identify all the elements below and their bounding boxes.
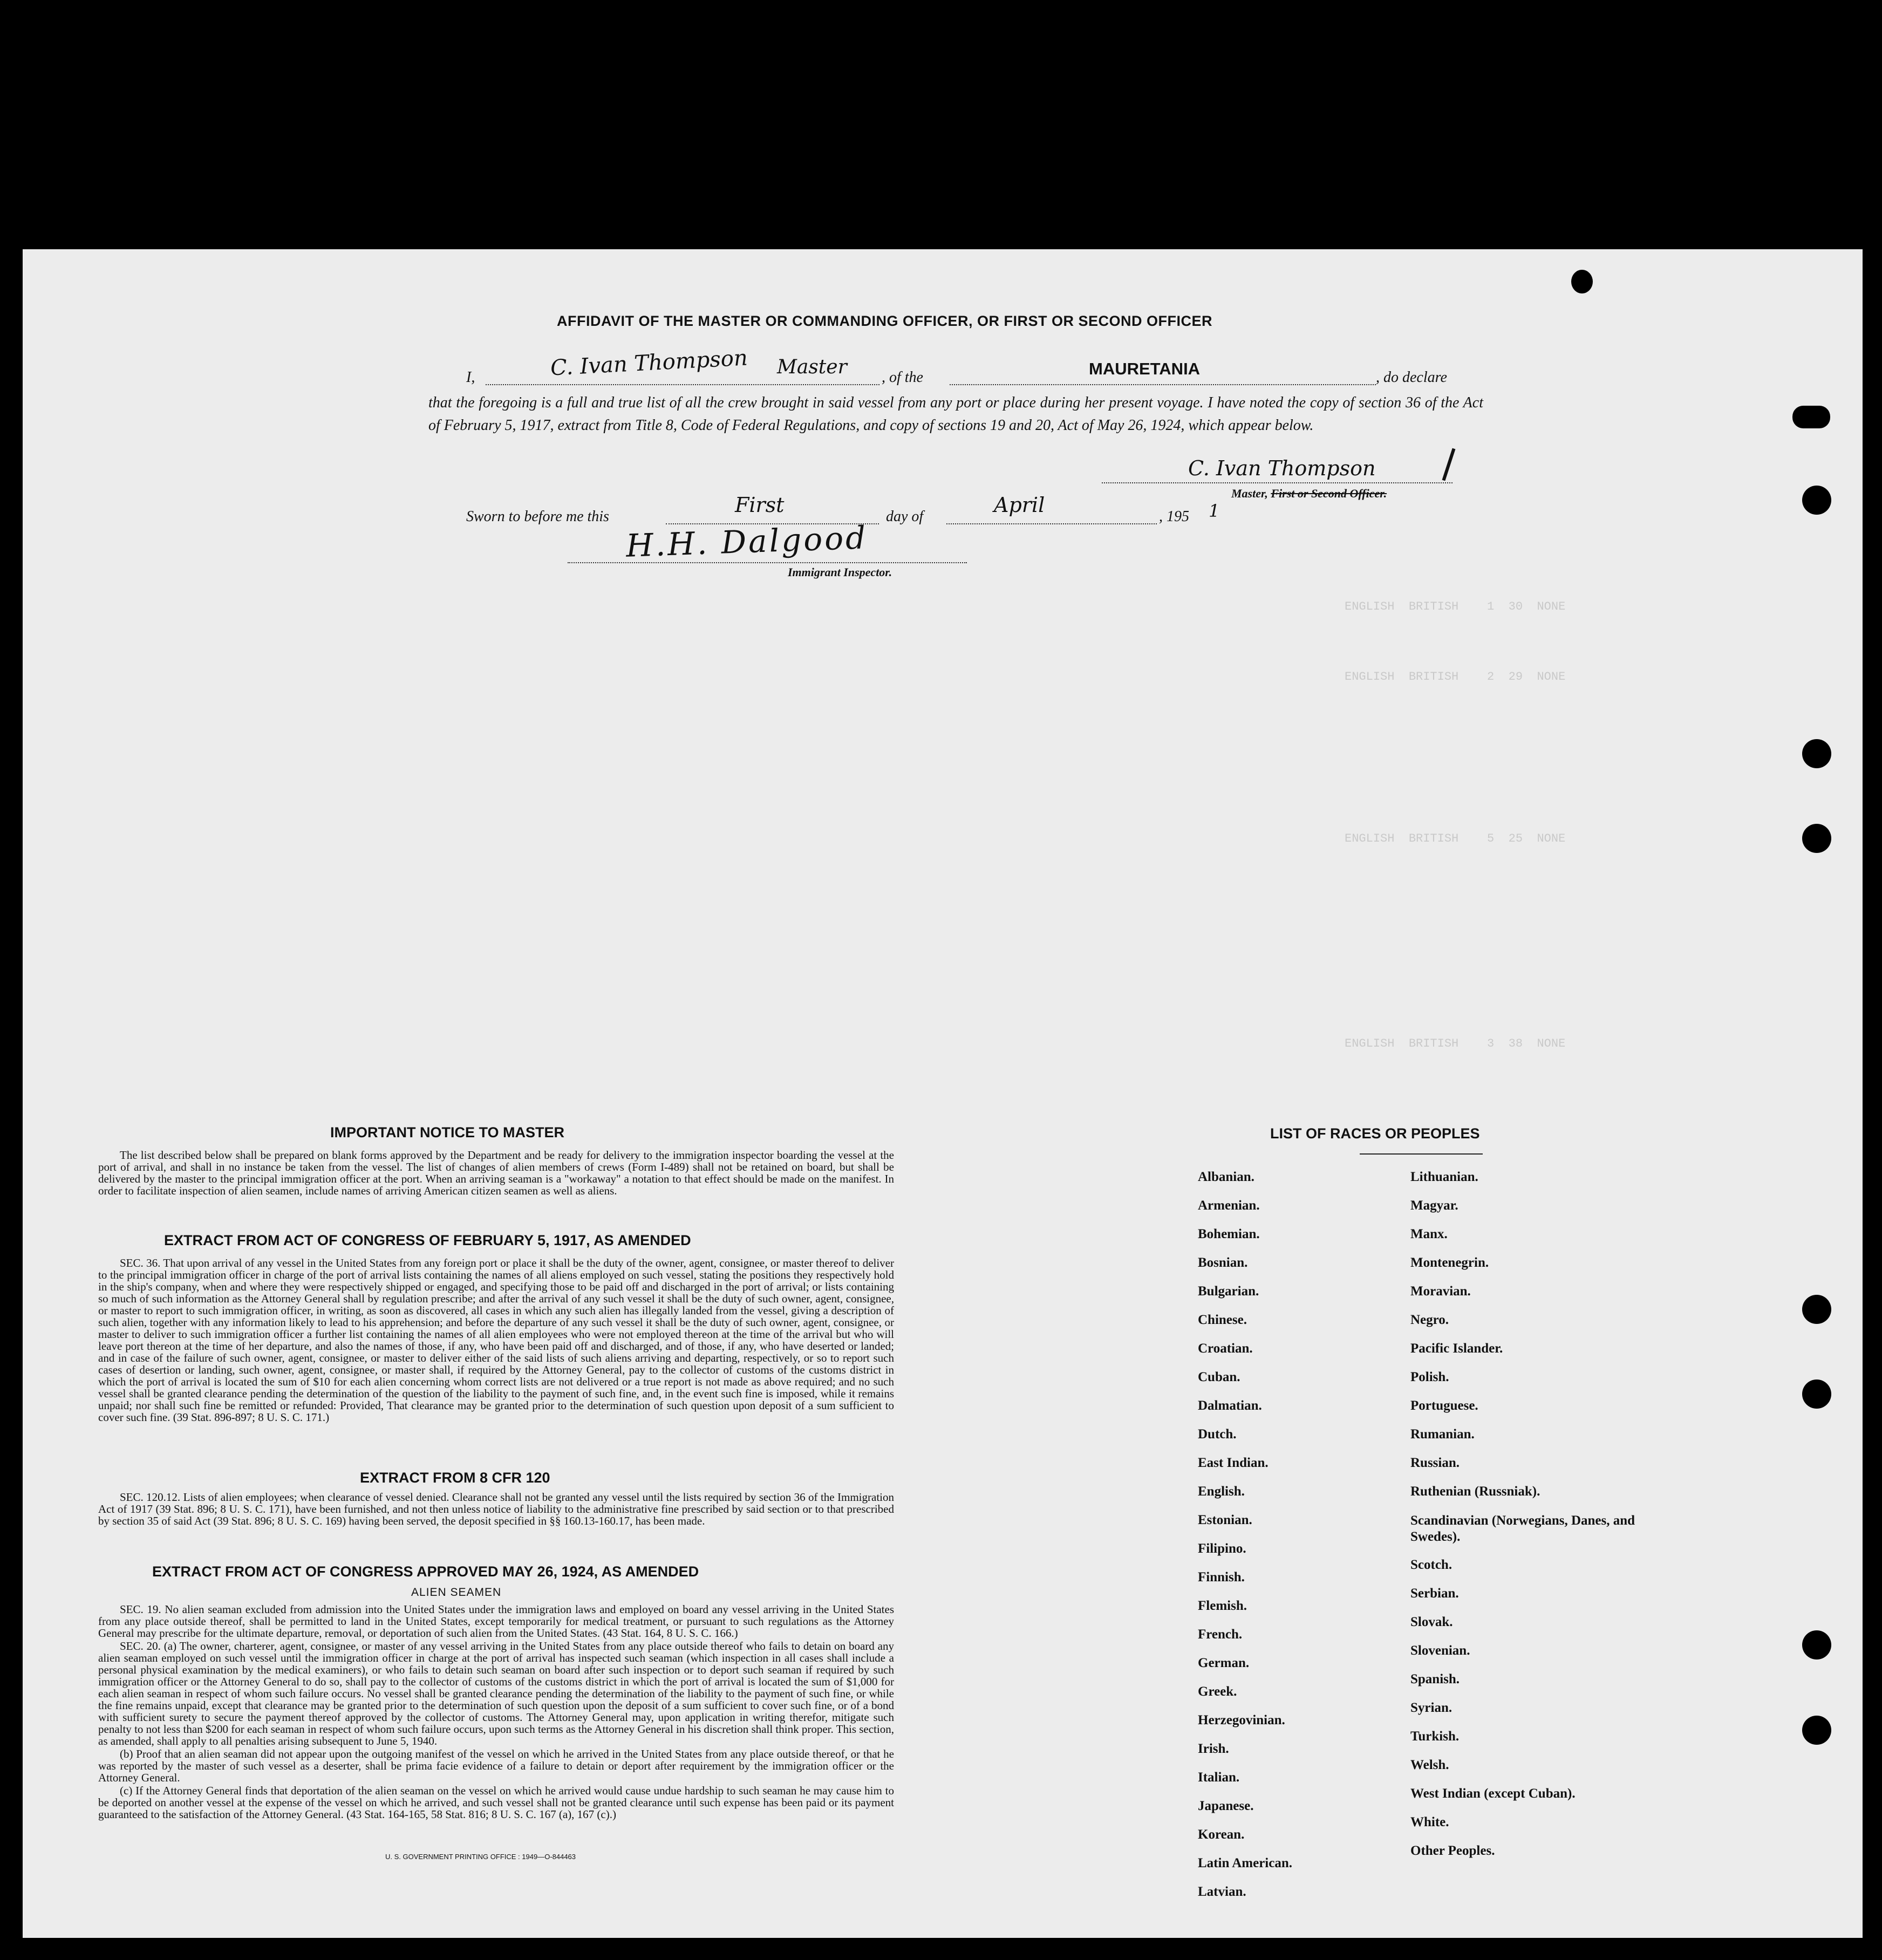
bleed-through: ENGLISH BRITISH 5 25 NONE [1345, 832, 1566, 845]
race-item: Herzegovinian. [1198, 1713, 1285, 1727]
race-item: White. [1410, 1815, 1449, 1829]
race-item: Armenian. [1198, 1198, 1260, 1213]
race-item: Cuban. [1198, 1370, 1240, 1384]
race-item: Moravian. [1410, 1284, 1471, 1299]
race-item: Polish. [1410, 1370, 1449, 1384]
races-title: LIST OF RACES OR PEOPLES [1270, 1125, 1480, 1142]
sec19-paragraph: SEC. 19. No alien seaman excluded from admission into the United States under the immigration laws and employed on board any vessel arriving in the United States from any place outside thereof, shall be permitted to land in the United States, except temporarily for medical treatment, or pursuant to such regulations as the Attorney General may prescribe for the ultimate departure, removal, or deportation of such alien from the United States. (43 Stat. 164, 8 U. S. C. 166.) [98, 1603, 894, 1640]
race-item: German. [1198, 1656, 1250, 1670]
race-item: Rumanian. [1410, 1427, 1475, 1442]
race-item: Scotch. [1410, 1558, 1453, 1572]
sec20c-paragraph: (c) If the Attorney General finds that deportation of the alien seaman on the vessel on which he arrived would cause undue hardship to such seaman he may cause him to be deported on another vessel at the expense of the vessel on which he arrived, and such vessel shall not be granted clearance until such expense has been paid or its payment guaranteed to the satisfaction of the Attorney General. (43 Stat. 164-165, 58 Stat. 816; 8 U. S. C. 167 (a), 167 (c).) [98, 1784, 894, 1821]
race-item: Other Peoples. [1410, 1843, 1495, 1858]
punch-hole [1802, 1379, 1831, 1409]
extract-1917-title: EXTRACT FROM ACT OF CONGRESS OF FEBRUARY 5, 1917, AS AMENDED [164, 1232, 691, 1248]
race-item: Serbian. [1410, 1586, 1459, 1601]
punch-hole [1792, 406, 1830, 428]
race-item: Croatian. [1198, 1341, 1253, 1356]
extract-cfr-body [98, 1491, 894, 1528]
race-item: Korean. [1198, 1827, 1245, 1842]
race-item: Greek. [1198, 1684, 1237, 1699]
bleed-through: ENGLISH BRITISH 3 38 NONE [1345, 1037, 1566, 1050]
signer-name-handwritten: C. Ivan Thompson [550, 345, 748, 381]
master-caption-struck: First or Second Officer. [1271, 487, 1387, 500]
month-line [946, 523, 1157, 524]
rank-handwritten: Master [777, 356, 847, 378]
do-declare-label: , do declare [1376, 369, 1447, 386]
punch-hole [1802, 739, 1831, 768]
extract-1924-subtitle: ALIEN SEAMEN [411, 1586, 502, 1599]
sworn-label: Sworn to before me this [466, 508, 609, 525]
race-item: Irish. [1198, 1742, 1229, 1756]
vessel-line [950, 384, 1376, 385]
race-item: Flemish. [1198, 1599, 1247, 1613]
signer-line [486, 384, 879, 385]
race-item: Spanish. [1410, 1672, 1460, 1686]
inspector-line [568, 562, 967, 563]
of-the-label: , of the [882, 369, 923, 386]
month-handwritten: April [994, 493, 1045, 517]
sec20b-paragraph: (b) Proof that an alien seaman did not appear upon the outgoing manifest of the vessel on which he arrived in the United States from any place outside thereof, or that he was reported by the master of such vessel as a deserter, shall be prima facie evidence of a failure to detain or deport after requirement by the immigration officer or the Attorney General. [98, 1747, 894, 1784]
race-item: Finnish. [1198, 1570, 1245, 1585]
race-item: Manx. [1410, 1227, 1448, 1241]
race-item: Latin American. [1198, 1856, 1292, 1870]
signature-stroke [1442, 448, 1456, 481]
race-item: Magyar. [1410, 1198, 1458, 1213]
race-item: Dalmatian. [1198, 1398, 1262, 1413]
punch-hole [1802, 486, 1831, 515]
race-item: Turkish. [1410, 1729, 1460, 1744]
extract-1924-body [98, 1603, 894, 1821]
year-prefix: , 195 [1159, 508, 1189, 525]
race-item: Negro. [1410, 1313, 1449, 1327]
race-item: Latvian. [1198, 1884, 1246, 1899]
race-item: Japanese. [1198, 1799, 1254, 1813]
bleed-through: ENGLISH BRITISH 1 30 NONE [1345, 600, 1566, 613]
punch-hole [1571, 270, 1593, 293]
notice-paragraph: The list described below shall be prepared on blank forms approved by the Department and be ready for delivery to the immigration inspector boarding the vessel at the port of arrival, and shall in no instance be taken from the vessel. The list of changes of alien members of crews (Form I-489) shall not be retained on board, but shall be delivered by the master to the principal immigration officer at the port. When an arriving seaman is a "workaway" a notation to that effect should be made on the manifest. In order to facilitate inspection of alien seamen, include names of arriving American citizen seamen as well as aliens. [98, 1149, 894, 1197]
races-title-rule [1360, 1153, 1483, 1155]
inspector-caption: Immigrant Inspector. [788, 565, 892, 579]
race-item: Filipino. [1198, 1541, 1246, 1556]
master-caption-master: Master, [1231, 487, 1268, 500]
race-item: Slovak. [1410, 1615, 1453, 1629]
race-item: French. [1198, 1627, 1243, 1642]
notice-body [98, 1149, 894, 1198]
affidavit-title: AFFIDAVIT OF THE MASTER OR COMMANDING OFFICER, OR FIRST OR SECOND OFFICER [557, 313, 1212, 329]
declaration-text: that the foregoing is a full and true list of all the crew brought in said vessel from any port or place during her present voyage. I have noted the copy of section 36 of the Act of February 5, 1917, extract from Title 8, Code of Federal Regulations, and copy of sections 19 and 20, Act of May 26, 1924, which appear below. [428, 394, 1483, 434]
punch-hole [1802, 1295, 1831, 1324]
race-item: East Indian. [1198, 1456, 1269, 1470]
race-item: Bosnian. [1198, 1255, 1248, 1270]
master-caption [1231, 487, 1387, 501]
punch-hole [1802, 824, 1831, 853]
race-item: Pacific Islander. [1410, 1341, 1503, 1356]
master-signature: C. Ivan Thompson [1188, 456, 1376, 480]
punch-hole [1802, 1630, 1831, 1659]
race-item: Albanian. [1198, 1170, 1254, 1184]
extract-1924-title: EXTRACT FROM ACT OF CONGRESS APPROVED MAY 26, 1924, AS AMENDED [152, 1563, 699, 1580]
notice-title: IMPORTANT NOTICE TO MASTER [330, 1124, 564, 1141]
race-item: Bulgarian. [1198, 1284, 1259, 1299]
race-item: Scandinavian (Norwegians, Danes, and Swedes). [1410, 1513, 1635, 1544]
day-handwritten: First [735, 493, 785, 517]
race-item: Bohemian. [1198, 1227, 1260, 1241]
race-item: Chinese. [1198, 1313, 1247, 1327]
race-item: Portuguese. [1410, 1398, 1478, 1413]
intro-i: I, [466, 369, 475, 386]
extract-1917-body [98, 1257, 894, 1424]
inspector-signature: H.H. Dalgood [625, 519, 869, 564]
punch-hole [1802, 1716, 1831, 1745]
extract-cfr-title: EXTRACT FROM 8 CFR 120 [360, 1470, 550, 1486]
vessel-name: MAURETANIA [1089, 359, 1201, 378]
sec20a-paragraph: SEC. 20. (a) The owner, charterer, agent, consignee, or master of any vessel arriving in the United States from any place outside thereof who fails to detain on board any alien seaman employed on such vessel until the immigration officer in charge at the port of arrival has inspected such seaman (which inspection in all cases shall include a personal physical examination by the medical examiners), or who fails to detain such seaman on board after such inspection or to deport such seaman if required by such immigration officer or the Attorney General to do so, shall pay to the collector of customs of the customs district in which the port of arrival is located the sum of $1,000 for each alien seaman in respect of whom such failure occurs. No vessel shall be granted clearance pending the determination of the liability to the payment of such fine, or while the fine remains unpaid, except that clearance may be granted prior to the determination of such question upon the deposit of a sum sufficient to cover such fine, or of a bond with sufficient surety to secure the payment thereof approved by the collector of customs. The Attorney General may, upon application in writing therefor, mitigate such penalty to not less than $200 for each seaman in respect of whom such failure occurs, upon such terms as the Attorney General in his discretion shall think proper. This section, as amended, shall apply to all penalties arising subsequent to June 5, 1940. [98, 1640, 894, 1747]
printer-line: U. S. GOVERNMENT PRINTING OFFICE : 1949—O-844463 [385, 1853, 576, 1861]
day-of-label: day of [886, 508, 924, 525]
race-item: West Indian (except Cuban). [1410, 1786, 1576, 1801]
race-item: Ruthenian (Russniak). [1410, 1484, 1540, 1499]
race-item: Dutch. [1198, 1427, 1237, 1442]
race-item: Italian. [1198, 1770, 1240, 1785]
sec12012-paragraph: SEC. 120.12. Lists of alien employees; when clearance of vessel denied. Clearance shall not be granted any vessel until the lists required by section 36 of the Immigration Act of 1917 (39 Stat. 896; 8 U. S. C. 171), have been furnished, and not then unless notice of liability to the administrative fine prescribed by said section or to that prescribed by section 35 of said Act (39 Stat. 896; 8 U. S. C. 169) having been served, the deposit specified in §§ 160.13-160.17, has been made. [98, 1491, 894, 1527]
race-item: Welsh. [1410, 1758, 1449, 1772]
race-item: Lithuanian. [1410, 1170, 1478, 1184]
sec36-paragraph: SEC. 36. That upon arrival of any vessel in the United States from any foreign port or place it shall be the duty of the owner, agent, consignee, or master thereof to deliver to the principal immigration officer in charge of the port of arrival lists containing the names of all aliens employed on such vessel, stating the positions they respectively hold in the ship's company, when and where they were respectively shipped or engaged, and specifying those to be paid off and discharged in the port of arrival; or lists containing so much of such information as the Attorney General shall by regulation prescribe; and after the arrival of any such vessel it shall be the duty of such owner, agent, consignee, or master to report to such immigration officer, in writing, as soon as discovered, all cases in which any such alien has illegally landed from the vessel, giving a description of such alien, together with any information likely to lead to his apprehension; and before the departure of any such vessel it shall be the duty of such owner, agent, consignee, or master to deliver to such immigration officer a further list containing the names of all alien employees who were not employed thereon at the time of the arrival but who will leave port thereon at the time of her departure, and also the names of those, if any, who have been paid off and discharged, and of those, if any, who have deserted or landed; and in case of the failure of such owner, agent, consignee, or master to deliver either of the said lists of such aliens arriving and departing, respectively, or so to report such cases of desertion or landing, such owner, agent, consignee, or master shall, if required by the Attorney General, pay to the collector of customs of the customs district in which the port of arrival is located the sum of $10 for each alien concerning whom correct lists are not delivered or a true report is not made as above required; and no such vessel shall be granted clearance pending the determination of the question of the liability to the payment of such fine, and, in the event such fine is imposed, while it remains unpaid; nor shall such fine be remitted or refunded: Provided, That clearance may be granted prior to the determination of such question upon deposit of a sum sufficient to cover such fine. (39 Stat. 896-897; 8 U. S. C. 171.) [98, 1256, 894, 1424]
race-item: Russian. [1410, 1456, 1460, 1470]
master-signature-line [1102, 482, 1453, 483]
race-item: English. [1198, 1484, 1245, 1499]
year-handwritten: 1 [1209, 501, 1220, 521]
race-item: Estonian. [1198, 1513, 1252, 1527]
race-item: Slovenian. [1410, 1643, 1470, 1658]
bleed-through: ENGLISH BRITISH 2 29 NONE [1345, 670, 1566, 684]
document-page [23, 249, 1863, 1938]
race-item: Montenegrin. [1410, 1255, 1489, 1270]
race-item: Syrian. [1410, 1701, 1453, 1715]
